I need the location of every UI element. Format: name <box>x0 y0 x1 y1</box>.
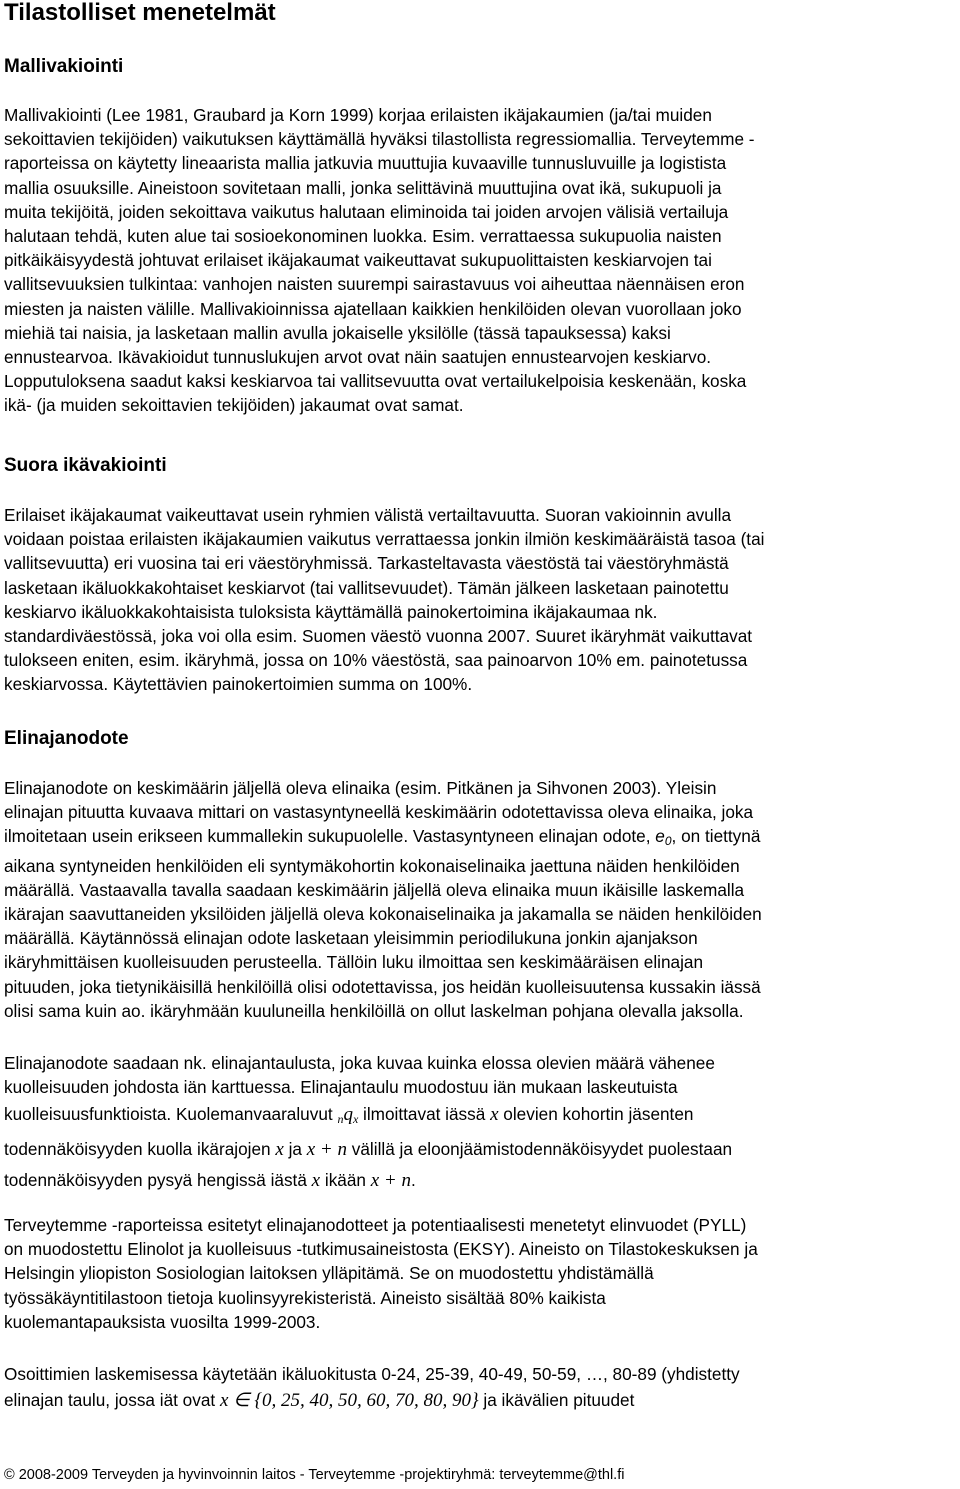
text-line: Elinajanodote on keskimäärin jäljellä oleva elinaika (esim. Pitkänen ja Sihvonen 2003). Yleisin <box>4 778 717 798</box>
text-segment: kuolleisuusfunktioista. Kuolemanvaaraluvut <box>4 1104 338 1125</box>
text-line: vallitsevuuksien tulkintaa: vanhojen naisten suurempi sairastavuus voi aiheuttaa näennäisen eron <box>4 274 745 295</box>
text-line: halutaan tehdä, kuten alue tai sosioekonominen luokka. Esim. verrattaessa sukupuolia naisten <box>4 226 722 247</box>
text-line: pituuden, joka tietynikäisillä henkilöillä olisi odotettavissa, jos heidän kuolleisuutensa kussakin iässä <box>4 976 761 997</box>
math-x-plus-n: x + n <box>306 1139 347 1161</box>
text-line <box>4 1165 956 1196</box>
text-segment: , on tiettynä <box>671 826 761 847</box>
text-line: Terveytemme -raporteissa esitetyt elinajanodotteet ja potentiaalisesti menetetyt elinvuodet (PYLL) <box>4 1215 747 1235</box>
math-nqx <box>337 1104 358 1125</box>
section-heading-elinajanodote: Elinajanodote <box>4 728 129 749</box>
text-line: raporteissa on käytetty lineaarista mallia jatkuvia muuttujia kuvaaville tunnusluvuille ja logistista <box>4 153 727 174</box>
section-heading-mallivakiointi: Mallivakiointi <box>4 56 124 77</box>
text-segment: ikään <box>320 1170 371 1191</box>
text-segment: todennäköisyyden kuolla ikärajojen <box>4 1139 276 1160</box>
paragraph-mallivakiointi <box>4 103 956 418</box>
math-x: x <box>490 1104 499 1126</box>
paragraph-elinajanodote-4 <box>4 1362 956 1415</box>
text-line: määrällä. Vastaavalla tavalla saadaan keskimäärin jäljellä oleva elinaika muun ikäisille laskemalla <box>4 879 745 900</box>
text-line: lasketaan ikäluokkakohtaiset keskiarvot (tai vallitsevuudet). Tämän jälkeen lasketaan painotettu <box>4 577 729 598</box>
text-line: pitkäikäisyydestä johtuvat erilaiset ikäjakaumat vaikeuttavat sukupuolittaisten keskiarvojen tai <box>4 250 712 271</box>
math-x: x <box>275 1139 284 1161</box>
text-line: aikana syntyneiden henkilöiden eli syntymäkohortin kokonaiselinaika jaettuna näiden henkilöiden <box>4 855 740 876</box>
text-line: standardiväestössä, joka voi olla esim. Suomen väestö vuonna 2007. Suuret ikäryhmät vaikuttavat <box>4 626 753 647</box>
text-segment: ilmoittavat iässä <box>358 1104 491 1125</box>
text-segment: ilmoitetaan usein erikseen kummallekin sukupuolelle. Vastasyntyneen elinajan odote, <box>4 826 656 847</box>
text-line: Lopputuloksena saadut kaksi keskiarvoa tai vallitsevuutta ovat vertailukelpoisia keskenään, koska <box>4 371 747 392</box>
section-heading-suora-ikavakiointi: Suora ikävakiointi <box>4 455 167 476</box>
paragraph-suora-ikavakiointi <box>4 503 956 697</box>
e-subscript: 0 <box>664 834 672 849</box>
math-x-plus-n: x + n <box>370 1170 412 1192</box>
text-line <box>4 824 956 853</box>
text-line: mallia osuuksille. Aineistoon sovitetaan malli, jonka selittävinä muuttujina ovat ikä, sukupuoli ja <box>4 177 722 198</box>
text-line: vallitsevuutta) eri vuosina tai eri väestöryhmissä. Tarkasteltavasta väestöstä tai väestöryhmästä <box>4 553 729 574</box>
text-line: Osoittimien laskemisessa käytetään ikäluokitusta 0-24, 25-39, 40-49, 50-59, …, 80-89 (yhdistetty <box>4 1364 740 1384</box>
text-segment: ja <box>283 1139 307 1160</box>
text-line: Mallivakiointi (Lee 1981, Graubard ja Korn 1999) korjaa erilaisten ikäjakaumien (ja/tai muiden <box>4 105 712 125</box>
text-line: miesten ja naisten välille. Mallivakioinnissa ajatellaan kaikkien henkilöiden olevan vuorollaan joko <box>4 298 742 319</box>
text-line: tulokseen eniten, esim. ikäryhmä, jossa on 10% väestöstä, saa painoarvon 10% em. painotetussa <box>4 650 748 671</box>
text-segment: olevien kohortin jäsenten <box>498 1104 694 1125</box>
text-line: ikä- (ja muiden sekoittavien tekijöiden) jakaumat ovat samat. <box>4 395 464 416</box>
text-segment: elinajan taulu, jossa iät ovat <box>4 1390 220 1411</box>
text-line <box>4 1099 956 1134</box>
math-age-set: x ∈ {0, 25, 40, 50, 60, 70, 80, 90} <box>219 1390 479 1412</box>
math-n-prefix: n <box>337 1112 344 1127</box>
text-line: Erilaiset ikäjakaumat vaikeuttavat usein ryhmien välistä vertailtavuutta. Suoran vakioinnin avulla <box>4 505 732 525</box>
e0-symbol <box>655 826 672 849</box>
text-line: kuolemantapauksista vuosilta 1999-2003. <box>4 1311 321 1332</box>
text-line: Helsingin yliopiston Sosiologian laitoksen ylläpitämä. Se on muodostettu yhdistämällä <box>4 1263 654 1284</box>
text-line: ennustearvoa. Ikävakioidut tunnuslukujen arvot ovat näin saatujen ennustearvojen keskiarvo. <box>4 347 712 368</box>
paragraph-elinajanodote-3 <box>4 1213 956 1334</box>
text-line <box>4 1134 956 1165</box>
text-line: olisi sama kuin ao. ikäryhmään kuuluneilla henkilöillä on ollut laskelman pohjana olevalla jaksolla. <box>4 1000 744 1021</box>
text-line: työssäkäyntitilastoon tietoja kuolinsyyrekisteristä. Aineisto sisältää 80% kaikista <box>4 1287 606 1308</box>
text-line: kuolleisuuden johdosta iän karttuessa. Elinajantaulu muodostuu iän mukaan laskeutuista <box>4 1077 678 1098</box>
text-line: ikäryhmittäisen kuolleisuuden perusteella. Tällöin luku ilmoittaa sen keskimääräisen elinajan <box>4 952 704 973</box>
text-line: miehiä tai naisia, ja lasketaan mallin avulla jokaiselle yksilölle (tässä tapauksessa) kaksi <box>4 322 671 343</box>
math-x: x <box>311 1170 321 1192</box>
e-symbol: e <box>655 826 665 847</box>
text-line: voidaan poistaa erilaisten ikäjakaumien vaikutus verrattaessa jonkin ilmiön keskimääräistä tasoa (tai <box>4 529 765 550</box>
text-segment: ja ikävälien pituudet <box>478 1390 635 1411</box>
text-segment: välillä ja eloonjäämistodennäköisyydet puolestaan <box>347 1139 733 1160</box>
text-line: elinajan pituutta kuvaava mittari on vastasyntyneellä keskimäärin odotettavissa oleva elinaika, joka <box>4 802 754 823</box>
paragraph-elinajanodote-1 <box>4 776 956 1023</box>
text-line: sekoittavien tekijöiden) vaikutuksen käyttämällä hyväksi tilastollista regressiomallia. Terveytemme - <box>4 129 755 150</box>
text-line <box>4 1386 956 1415</box>
math-q: q <box>343 1104 353 1126</box>
text-line: muita tekijöitä, joiden sekoittava vaikutus halutaan eliminoida tai joiden arvojen välisiä vertailuja <box>4 201 729 222</box>
paragraph-elinajanodote-2 <box>4 1051 956 1196</box>
text-line: Elinajanodote saadaan nk. elinajantaulusta, joka kuvaa kuinka elossa olevien määrä vähenee <box>4 1053 715 1073</box>
text-segment: . <box>411 1170 416 1191</box>
text-line: on muodostettu Elinolot ja kuolleisuus -tutkimusaineistosta (EKSY). Aineisto on Tilastokeskuksen ja <box>4 1239 758 1260</box>
text-line: keskiarvossa. Käytettävien painokertoimien summa on 100%. <box>4 674 473 695</box>
text-line: määrällä. Käytännössä elinajan odote lasketaan yleisimmin periodilukuna jonkin ajanjakson <box>4 928 698 949</box>
page-title: Tilastolliset menetelmät <box>4 0 276 26</box>
math-x-sub: x <box>352 1112 359 1127</box>
text-segment: todennäköisyyden pysyä hengissä iästä <box>4 1170 312 1191</box>
text-line: ikärajan saavuttaneiden yksilöiden jäljellä oleva kokonaiselinaika ja jakamalla se näiden henkilöiden <box>4 904 762 925</box>
page-footer: © 2008-2009 Terveyden ja hyvinvoinnin laitos - Terveytemme -projektiryhmä: terveytemme@thl.fi <box>4 1467 625 1483</box>
text-line: keskiarvo ikäluokkakohtaisista tuloksista käyttämällä painokertoimina ikäjakaumaa nk. <box>4 601 658 622</box>
